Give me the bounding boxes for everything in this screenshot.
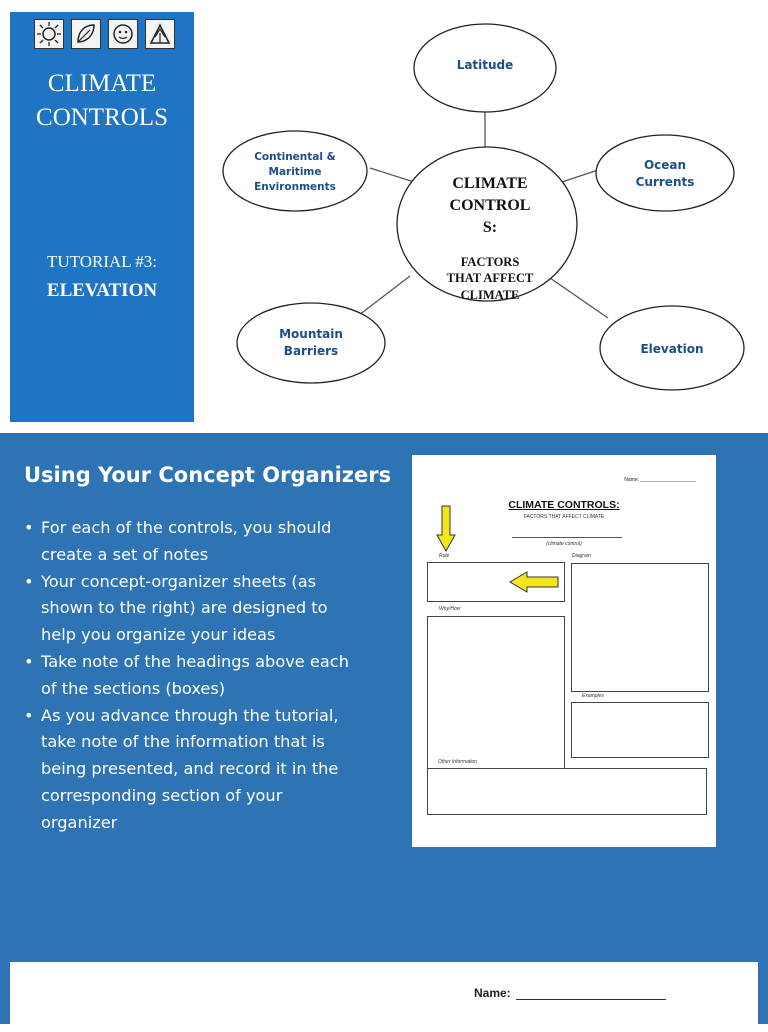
ocean-label-line-1: Ocean (643, 158, 687, 172)
latitude-label: Latitude (456, 58, 514, 72)
rule-label: Rule (439, 553, 450, 559)
bullet-line: • For each of the controls, you should (41, 518, 332, 537)
bullet-line: corresponding section of your (41, 785, 283, 805)
organizer-sheet-preview (412, 455, 716, 847)
down-arrow-icon (436, 505, 456, 553)
center-title-line-2: CONTROL (449, 197, 531, 214)
bullet-item (24, 703, 394, 837)
bullet-line: • Your concept-organizer sheets (as (41, 571, 317, 591)
bullet-line: create a set of notes (41, 544, 209, 564)
control-name-line (512, 537, 622, 538)
mountain-node (237, 303, 385, 383)
sheet-title: CLIMATE CONTROLS: (508, 499, 620, 511)
bullet-line: being presented, and record it in the (41, 759, 339, 779)
leaf-icon (71, 19, 101, 49)
slide-title-line-2: CONTROLS (36, 104, 168, 131)
bullet-line: • As you advance through the tutorial, (41, 705, 339, 725)
title-sidebar (10, 12, 194, 422)
sheet-name-label: Name: ____________________ (624, 477, 696, 483)
diagram-label: Diagram (572, 553, 591, 559)
continental-label-line-2: Maritime (268, 166, 322, 178)
face-medallion-icon (108, 19, 138, 49)
left-arrow-icon (509, 571, 559, 593)
bullet-item (24, 649, 394, 703)
bullet-line: shown to the right) are designed to (41, 598, 328, 618)
sheet-subtitle: FACTORS THAT AFFECT CLIMATE (523, 514, 605, 520)
tutorial-label: TUTORIAL #3: (46, 252, 158, 271)
center-sub-line-3: CLIMATE (460, 288, 520, 302)
ocean-node (596, 135, 734, 211)
title-slide (0, 0, 768, 430)
name-label: Name: (474, 986, 511, 1000)
examples-label: Examples (582, 693, 604, 699)
slide-title-line-1: CLIMATE (47, 70, 157, 97)
bullet-line: take note of the information that is (41, 732, 325, 752)
ocean-label-line-2: Currents (635, 175, 695, 189)
elevation-label: Elevation (640, 342, 704, 356)
examples-box (571, 702, 709, 758)
continental-label-line-1: Continental & (254, 151, 336, 163)
slide-title (10, 67, 194, 135)
bullet-line: help you organize your ideas (41, 625, 276, 645)
mountain-label-line-1: Mountain (279, 327, 343, 341)
decorative-icon-row (34, 12, 184, 56)
whyhow-label: Why/How (439, 606, 461, 612)
mountain-label-line-2: Barriers (283, 344, 339, 358)
instruction-list (24, 515, 394, 837)
bullet-line: • Take note of the headings above each (41, 651, 349, 671)
name-line (516, 999, 666, 1000)
sun-face-icon (34, 19, 64, 49)
sheet-control-label: (climate control) (546, 541, 582, 547)
center-title-line-1: CLIMATE (452, 175, 528, 192)
next-slide-preview (10, 962, 758, 1032)
organizer-slide-title: Using Your Concept Organizers (24, 463, 392, 487)
other-info-label: Other Information (438, 759, 477, 765)
continental-label-line-3: Environments (254, 181, 336, 193)
organizer-slide (0, 433, 768, 1024)
bullet-line: organizer (41, 812, 118, 832)
bullet-item (24, 515, 394, 569)
tutorial-topic: ELEVATION (46, 280, 158, 301)
center-title-line-3: S: (482, 219, 498, 236)
center-sub-line-1: FACTORS (460, 255, 520, 269)
foliage-icon (145, 19, 175, 49)
diagram-box (571, 563, 709, 692)
bullet-line: of the sections (boxes) (41, 678, 226, 698)
other-info-box (427, 768, 707, 815)
center-sub-line-2: THAT AFFECT (446, 271, 534, 285)
concept-web-diagram (200, 0, 768, 430)
bullet-item (24, 569, 394, 649)
